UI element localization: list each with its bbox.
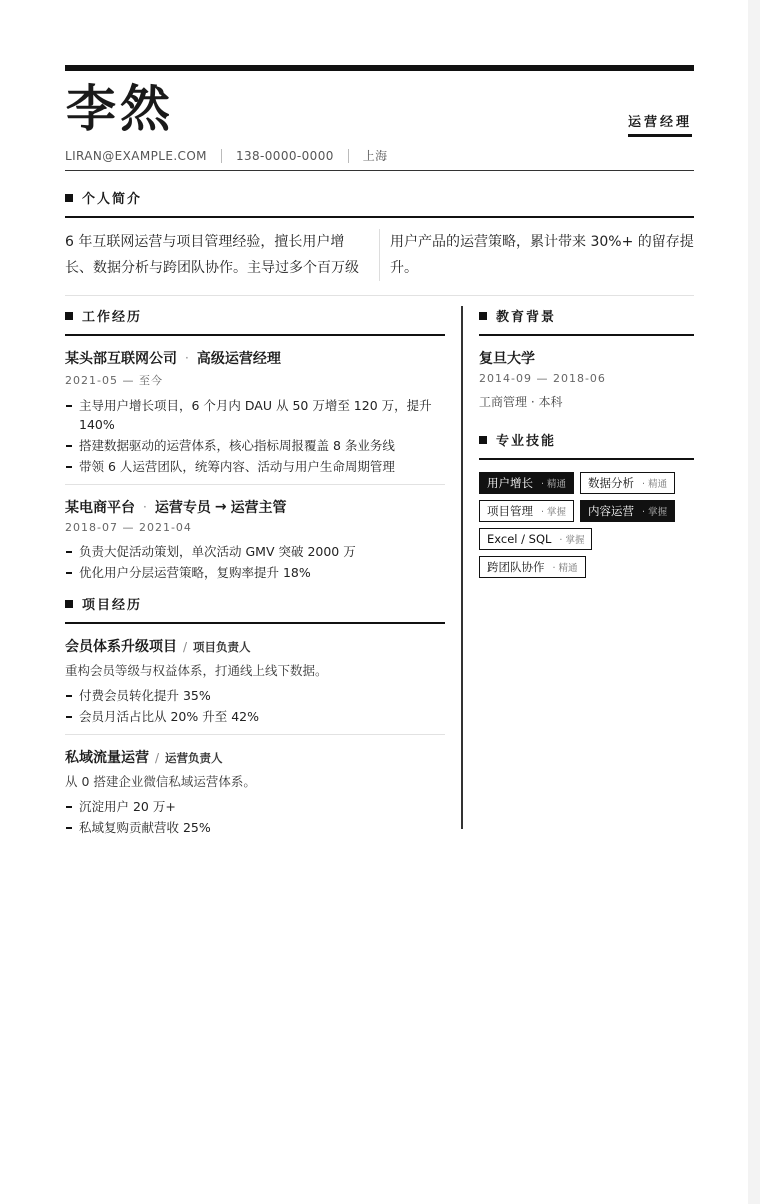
list-item: 付费会员转化提升 35%: [65, 686, 445, 705]
contact-divider: [221, 149, 222, 163]
square-bullet-icon: [65, 312, 73, 320]
project-header: [65, 747, 445, 767]
job-position-from: 运营专员: [154, 500, 211, 516]
section-title: [479, 430, 694, 460]
job-position: 高级运营经理: [196, 351, 281, 367]
summary-body: [65, 229, 694, 296]
skill-tag: [580, 500, 675, 522]
separator-slash: /: [183, 640, 188, 654]
section-title: [65, 188, 694, 218]
list-item: 会员月活占比从 20% 升至 42%: [65, 707, 445, 726]
job-bullets: [65, 542, 445, 582]
project-name: 私域流量运营: [65, 750, 149, 766]
summary-column-1: 6 年互联网运营与项目管理经验，擅长用户增长、数据分析与跨团队协作。主导过多个百万级: [65, 234, 359, 276]
skill-tag: [479, 472, 574, 494]
skill-level: · 掌握: [559, 535, 585, 546]
job-header: [65, 348, 445, 368]
contact-divider: [348, 149, 349, 163]
skills-tags: [479, 472, 694, 584]
left-column: [65, 306, 445, 839]
skill-level: · 精通: [541, 479, 567, 490]
job-bullets: [65, 396, 445, 476]
project-name: 会员体系升级项目: [65, 639, 177, 655]
skill-tag: [479, 500, 574, 522]
skill-tag: [580, 472, 675, 494]
skill-name: 用户增长: [487, 476, 533, 490]
summary-column-2: 用户产品的运营策略，累计带来 30%+ 的留存提升。: [379, 229, 694, 281]
section-title-text: 项目经历: [82, 598, 143, 613]
skill-tag: [479, 528, 592, 550]
list-item: 私域复购贡献营收 25%: [65, 818, 445, 837]
separator-slash: /: [155, 751, 160, 765]
job-position-to: 运营主管: [230, 500, 287, 516]
skill-level: · 精通: [552, 563, 578, 574]
summary-section: [65, 188, 694, 296]
section-title: [65, 594, 445, 624]
section-title-text: 工作经历: [82, 310, 143, 325]
skill-level: · 掌握: [541, 507, 567, 518]
separator-dot: ·: [143, 500, 147, 514]
list-item: 主导用户增长项目，6 个月内 DAU 从 50 万增至 120 万，提升 140%: [65, 396, 445, 434]
target-role: 运营经理: [628, 111, 692, 137]
section-title-text: 教育背景: [496, 310, 557, 325]
skill-name: 内容运营: [588, 504, 635, 518]
job-date: 2021-05 — 至今: [65, 374, 163, 387]
skill-level: · 精通: [642, 479, 668, 490]
skill-name: 数据分析: [588, 476, 635, 490]
project-role: 运营负责人: [165, 751, 223, 765]
section-title: [65, 306, 445, 336]
column-divider: [461, 306, 463, 829]
contact-phone[interactable]: 138-0000-0000: [235, 148, 334, 163]
list-item: 带领 6 人运营团队，统筹内容、活动与用户生命周期管理: [65, 457, 445, 476]
project-header: [65, 636, 445, 656]
resume-header: [65, 71, 694, 171]
resume-page: [65, 65, 694, 835]
skill-name: 跨团队协作: [487, 560, 545, 574]
job-date: 2018-07 — 2021-04: [65, 521, 192, 534]
project-bullets: [65, 686, 445, 726]
job-entry: [65, 485, 445, 582]
section-title-text: 专业技能: [496, 434, 557, 449]
skill-level: · 掌握: [642, 507, 668, 518]
section-title-text: 个人简介: [82, 192, 143, 207]
list-item: 沉淀用户 20 万+: [65, 797, 445, 816]
arrow-right-icon: →: [214, 499, 227, 515]
contact-line: [65, 147, 388, 164]
contact-city: 上海: [362, 149, 388, 163]
list-item: 优化用户分层运营策略，复购率提升 18%: [65, 563, 445, 582]
project-description: 重构会员等级与权益体系，打通线上线下数据。: [65, 663, 328, 678]
list-item: 搭建数据驱动的运营体系，核心指标周报覆盖 8 条业务线: [65, 436, 445, 455]
skill-tag: [479, 556, 586, 578]
skill-name: Excel / SQL: [487, 532, 552, 546]
job-company: 某电商平台: [65, 500, 135, 516]
job-company: 某头部互联网公司: [65, 351, 177, 367]
square-bullet-icon: [479, 436, 487, 444]
square-bullet-icon: [479, 312, 487, 320]
project-entry: [65, 735, 445, 837]
square-bullet-icon: [65, 194, 73, 202]
section-title: [479, 306, 694, 336]
project-role: 项目负责人: [193, 640, 251, 654]
candidate-name: 李然: [66, 80, 174, 138]
contact-email[interactable]: LIRAN@EXAMPLE.COM: [65, 148, 207, 163]
project-entry: [65, 624, 445, 735]
list-item: 负责大促活动策划，单次活动 GMV 突破 2000 万: [65, 542, 445, 561]
education-school: 复旦大学: [479, 351, 535, 367]
job-header: [65, 497, 445, 517]
skill-name: 项目管理: [487, 504, 533, 518]
header-rule: [65, 170, 694, 171]
job-entry: [65, 336, 445, 485]
separator-dot: ·: [185, 351, 189, 365]
page-edge: [748, 0, 760, 1204]
education-date: 2014-09 — 2018-06: [479, 372, 606, 385]
square-bullet-icon: [65, 600, 73, 608]
project-description: 从 0 搭建企业微信私域运营体系。: [65, 774, 256, 789]
project-bullets: [65, 797, 445, 837]
education-major: 工商管理 · 本科: [479, 395, 563, 409]
right-column: [479, 306, 694, 584]
